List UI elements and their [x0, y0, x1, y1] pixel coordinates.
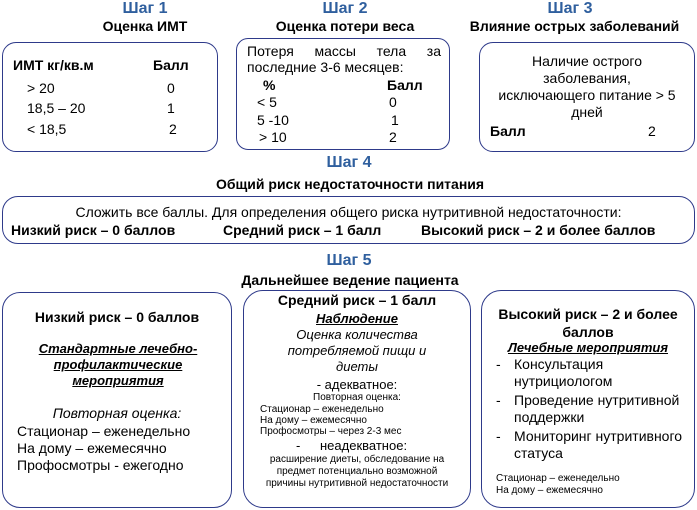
step3-title: Влияние острых заболеваний: [469, 18, 680, 34]
step5-medium-assess: Оценка количества потребляемой пищи и диеты: [287, 327, 427, 374]
step4-label: Шаг 4: [326, 154, 372, 171]
step1-row-range: 18,5 – 20: [27, 100, 86, 116]
list-item: - Консультация нутрициологом: [492, 356, 688, 390]
step5-high-box: [481, 290, 695, 508]
step2-row-range: 5 -10: [257, 112, 289, 128]
step2-col-pct: %: [263, 77, 276, 93]
step2-label: Шаг 2: [322, 0, 368, 17]
step4-title: Общий риск недостаточности питания: [215, 176, 485, 192]
step1-col-score: Балл: [153, 57, 189, 73]
step4-box: [2, 196, 695, 244]
step5-medium-heading: Средний риск – 1 балл: [277, 292, 437, 308]
step5-high-line: Стационар – еженедельно: [496, 473, 620, 484]
step5-low-line: На дому – ежемесячно: [17, 440, 167, 456]
step1-box: [2, 42, 218, 152]
step5-medium-inadequate-dash: -: [296, 438, 301, 453]
step1-row-score: 1: [167, 100, 175, 116]
step2-row-score: 0: [389, 94, 397, 110]
step2-row-range: < 5: [257, 94, 277, 110]
step2-box: [236, 38, 450, 150]
step5-medium-inadequate-text: расширение диеты, обследование на предмет потенциально возможной причины нутритивной недостаточности: [265, 454, 449, 489]
step5-medium-line: На дому – ежемесячно: [260, 415, 367, 426]
step5-low-subheading: Стандартные лечебно-профилактические мероприятия: [38, 341, 198, 388]
step1-row-score: 2: [169, 121, 177, 137]
step4-text: Сложить все баллы. Для определения общего риска нутритивной недостаточности:: [75, 204, 622, 220]
step5-high-heading: Высокий риск – 2 и более баллов: [498, 306, 678, 340]
step5-medium-box: [243, 290, 471, 508]
list-item: - Мониторинг нутритивного статуса: [492, 428, 688, 462]
step3-box: [479, 42, 695, 152]
step2-col-score: Балл: [387, 77, 423, 93]
step1-row-range: > 20: [27, 80, 55, 96]
step5-low-box: [2, 292, 232, 508]
step5-high-line: На дому – ежемесячно: [496, 485, 603, 496]
step1-title: Оценка ИМТ: [102, 18, 188, 34]
step3-score-value: 2: [648, 123, 656, 139]
list-item: - Проведение нутритивной поддержки: [492, 392, 688, 426]
step5-medium-subheading: Наблюдение: [316, 311, 398, 326]
step5-label: Шаг 5: [326, 252, 372, 269]
step2-row-score: 1: [391, 112, 399, 128]
step5-medium-line: Стационар – еженедельно: [260, 404, 384, 415]
step5-low-heading: Низкий риск – 0 баллов: [34, 309, 200, 325]
step1-col-bmi: ИМТ кг/кв.м: [13, 57, 94, 73]
step5-medium-inadequate: неадекватное:: [320, 438, 408, 453]
step1-row-range: < 18,5: [27, 121, 67, 137]
step5-medium-adequate: - адекватное:: [316, 377, 398, 392]
step1-label: Шаг 1: [122, 0, 168, 17]
step2-intro: Потеря массы тела за последние 3-6 месяцев:: [247, 43, 441, 75]
step2-title: Оценка потери веса: [275, 18, 415, 34]
step2-row-range: > 10: [259, 129, 287, 145]
step5-medium-reassess: Повторная оценка:: [313, 392, 401, 403]
step3-score-label: Балл: [490, 123, 526, 139]
step5-high-list: [492, 356, 688, 462]
step2-row-score: 2: [389, 129, 397, 145]
step5-medium-line: Профосмотры – через 2-3 мес: [260, 426, 402, 437]
step5-title: Дальнейшее ведение пациента: [241, 272, 459, 288]
step3-label: Шаг 3: [547, 0, 593, 17]
step1-row-score: 0: [167, 80, 175, 96]
step4-high: Высокий риск – 2 и более баллов: [421, 222, 656, 238]
step5-high-subheading: Лечебные мероприятия: [507, 340, 668, 355]
step4-low: Низкий риск – 0 баллов: [11, 222, 176, 238]
step3-text: Наличие острого заболевания, исключающего питание > 5 дней: [498, 53, 676, 120]
step5-low-reassess: Повторная оценка:: [52, 405, 182, 421]
step5-low-line: Профосмотры - ежегодно: [17, 457, 184, 473]
step5-low-line: Стационар – еженедельно: [17, 423, 191, 439]
step4-medium: Средний риск – 1 балл: [223, 222, 382, 238]
